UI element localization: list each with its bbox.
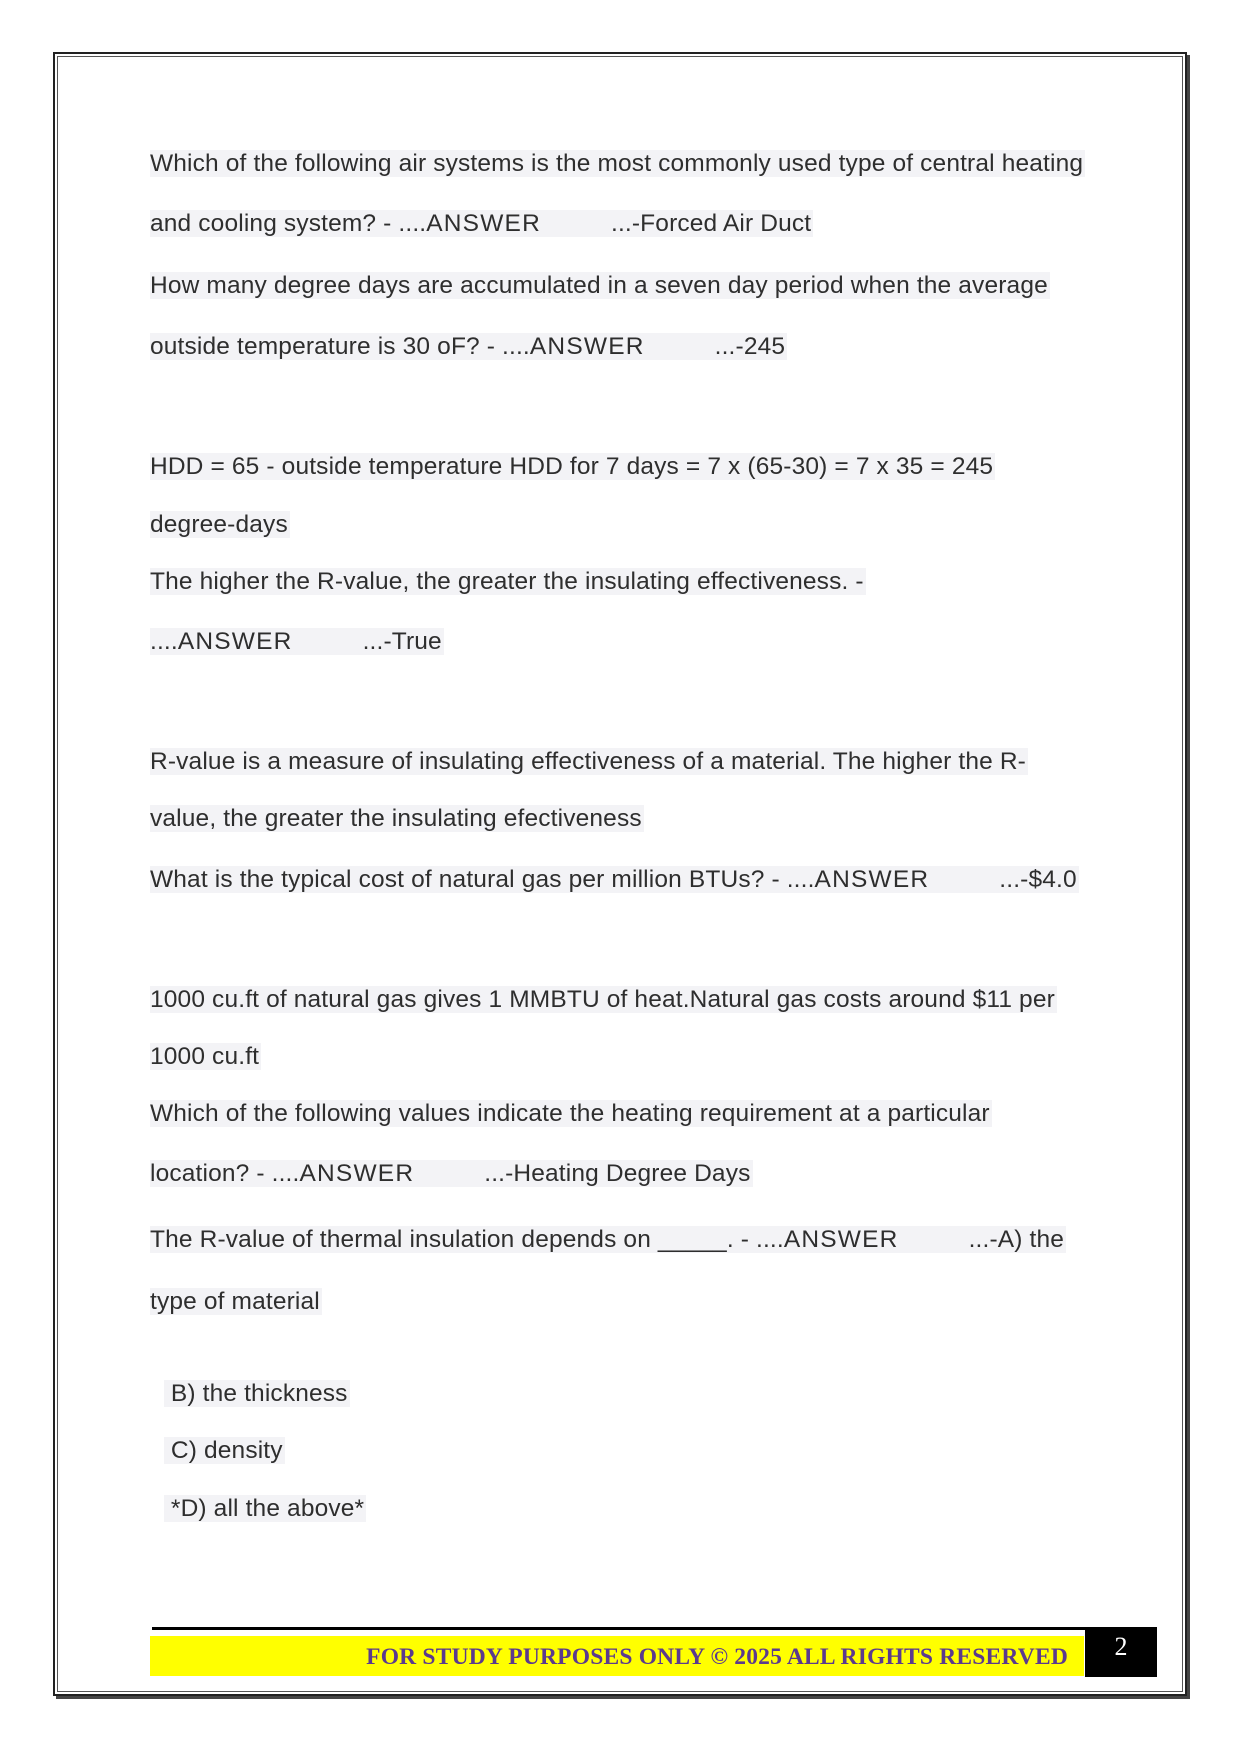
explanation-3-line-2: value, the greater the insulating efectiveness: [150, 805, 642, 832]
option-b: B) the thickness: [163, 1380, 348, 1407]
answer-text: ...-Heating Degree Days: [484, 1160, 751, 1187]
explanation-3-line-1: R-value is a measure of insulating effectiveness of a material. The higher the R-: [150, 748, 1026, 775]
answer-label: ANSWER: [426, 210, 541, 237]
question-3-line-2: ....ANSWER ...-True: [150, 628, 442, 655]
answer-text: ...-True: [362, 628, 442, 655]
question-2-line-2: outside temperature is 30 oF? - ....ANSWER ...-245: [150, 333, 786, 360]
question-5-line-1: Which of the following values indicate the heating requirement at a particular: [150, 1100, 990, 1127]
answer-label: ANSWER: [814, 866, 930, 893]
question-1-line-1: Which of the following air systems is the most commonly used type of central heating: [150, 150, 1084, 177]
answer-label: ANSWER: [529, 333, 645, 360]
footer-rule: [152, 1627, 1086, 1630]
footer-copyright-text: FOR STUDY PURPOSES ONLY © 2025 ALL RIGHTS RESERVED: [366, 1644, 1068, 1670]
answer-text: ...-245: [714, 333, 786, 360]
question-6-line-1: The R-value of thermal insulation depends on _____. - ....ANSWER ...-A) the: [150, 1226, 1065, 1253]
question-4-line-1: What is the typical cost of natural gas per million BTUs? - ....ANSWER ...-$4.0: [150, 866, 1077, 893]
question-1-line-2: and cooling system? - ....ANSWER ...-Forced Air Duct: [150, 210, 812, 237]
answer-label: ANSWER: [783, 1226, 899, 1253]
answer-text: ...-Forced Air Duct: [611, 210, 812, 237]
question-5-line-2: location? - ....ANSWER ...-Heating Degree Days: [150, 1160, 751, 1187]
question-6-line-2: type of material: [150, 1288, 320, 1315]
explanation-4-line-1: 1000 cu.ft of natural gas gives 1 MMBTU of heat.Natural gas costs around $11 per: [150, 986, 1055, 1013]
explanation-2-line-2: degree-days: [150, 511, 288, 538]
footer-banner: [150, 1636, 1084, 1676]
option-c: C) density: [163, 1437, 283, 1464]
explanation-4-line-2: 1000 cu.ft: [150, 1043, 260, 1070]
explanation-2-line-1: HDD = 65 - outside temperature HDD for 7 days = 7 x (65-30) = 7 x 35 = 245: [150, 453, 994, 480]
option-d: *D) all the above*: [163, 1495, 365, 1522]
question-3-line-1: The higher the R-value, the greater the insulating effectiveness. -: [150, 568, 864, 595]
answer-text: ...-A) the: [968, 1226, 1065, 1253]
page-number: 2: [1085, 1627, 1157, 1677]
answer-label: ANSWER: [299, 1160, 415, 1187]
answer-text: ...-$4.0: [999, 866, 1077, 893]
answer-label: ANSWER: [177, 628, 293, 655]
question-2-line-1: How many degree days are accumulated in a seven day period when the average: [150, 272, 1048, 299]
